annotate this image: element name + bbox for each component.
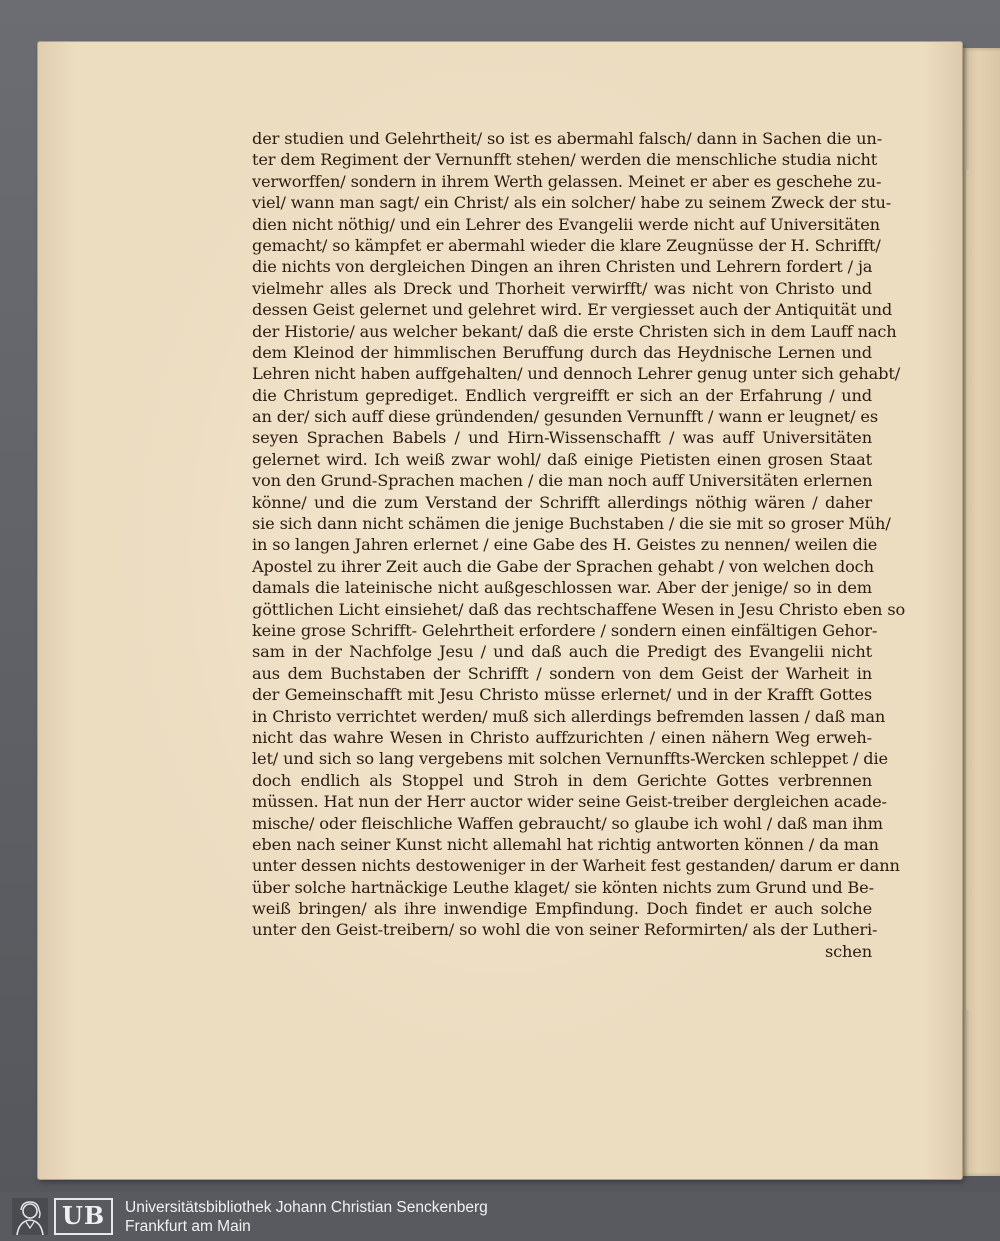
text-line: keine grose Schrifft- Gelehrtheit erfordere / sondern einen einfältigen Gehor- (252, 620, 878, 640)
text-line: damals die lateinische nicht außgeschlossen war. Aber der jenige/ so in dem (252, 578, 872, 598)
library-name[interactable]: Universitätsbibliothek Johann Christian Senckenberg (125, 1199, 488, 1216)
text-line: Apostel zu ihrer Zeit auch die Gabe der Sprachen gehabt / von welchen doch (252, 556, 874, 576)
text-line: die nichts von dergleichen Dingen an ihren Christen und Lehrern fordert / ja (252, 257, 873, 277)
text-line: nicht das wahre Wesen in Christo auffzurichten / einen nähern Weg erweh- (252, 727, 872, 747)
text-line: von den Grund-Sprachen machen / die man noch auff Universitäten erlernen (252, 471, 873, 491)
text-line: gemacht/ so kämpfet er abermahl wieder die klare Zeugnüsse der H. Schrifft/ (252, 235, 881, 255)
footer-caption (125, 1198, 488, 1236)
text-line: die Christum geprediget. Endlich vergreifft er sich an der Erfahrung / und (252, 385, 872, 405)
catchword: schen (824, 941, 872, 961)
ub-logo-text: UB (54, 1198, 113, 1235)
text-line: let/ und sich so lang vergebens mit solchen Vernunffts-Wercken schleppet / die (252, 749, 888, 769)
text-line: dessen Geist gelernet und gelehret wird. Er vergiesset auch der Antiquität und (252, 300, 893, 320)
text-line: vielmehr alles als Dreck und Thorheit verwirfft/ was nicht von Christo und (252, 278, 872, 298)
portrait-icon (12, 1198, 48, 1235)
text-line: viel/ wann man sagt/ ein Christ/ als ein solcher/ habe zu seinem Zweck der stu- (252, 193, 892, 213)
text-line: an der/ sich auff diese gründenden/ gesunden Vernunfft / wann er leugnet/ es (252, 407, 879, 427)
text-line: sie sich dann nicht schämen die jenige Buchstaben / die sie mit so groser Müh/ (252, 514, 891, 534)
page-edge-strip (965, 170, 972, 1010)
text-line: der studien und Gelehrtheit/ so ist es abermahl falsch/ dann in Sachen die un- (252, 129, 883, 148)
text-line: mische/ oder fleischliche Waffen gebraucht/ so glaube ich wohl / daß man ihm (252, 813, 883, 833)
text-line: könne/ und die zum Verstand der Schrifft allerdings nöthig wären / daher (252, 492, 872, 512)
library-city: Frankfurt am Main (125, 1218, 251, 1235)
text-line: der Gemeinschafft mit Jesu Christo müsse erlernet/ und in der Krafft Gottes (252, 685, 872, 705)
body-text (252, 128, 906, 962)
library-logo[interactable] (12, 1198, 116, 1235)
text-line: dem Kleinod der himmlischen Beruffung durch das Heydnische Lernen und (252, 342, 872, 362)
text-line: unter dessen nichts destoweniger in der Warheit fest gestanden/ darum er dann (252, 856, 900, 876)
text-line: weiß bringen/ als ihre inwendige Empfindung. Doch findet er auch solche (252, 899, 872, 919)
text-line: unter den Geist-treibern/ so wohl die von seiner Reformirten/ als der Lutheri- (252, 920, 878, 940)
text-line: aus dem Buchstaben der Schrifft / sondern von dem Geist der Warheit in (252, 663, 872, 683)
text-line: in Christo verrichtet werden/ muß sich allerdings befremden lassen / daß man (252, 706, 886, 726)
text-line: in so langen Jahren erlernet / eine Gabe des H. Geistes zu nennen/ weilen die (252, 535, 878, 555)
text-line: ter dem Regiment der Vernunfft stehen/ werden die menschliche studia nicht (252, 150, 878, 170)
text-line: seyen Sprachen Babels / und Hirn-Wissenschafft / was auff Universitäten (252, 428, 872, 448)
text-line: eben nach seiner Kunst nicht allemahl hat richtig antworten können / da man (252, 834, 879, 854)
text-line: verworffen/ sondern in ihrem Werth gelassen. Meinet er aber es geschehe zu- (252, 171, 882, 191)
text-line: müssen. Hat nun der Herr auctor wider seine Geist-treiber dergleichen acade- (252, 792, 887, 812)
footer-bar (0, 1192, 1000, 1241)
text-line: Lehren nicht haben auffgehalten/ und dennoch Lehrer genug unter sich gehabt/ (252, 364, 901, 384)
text-line: über solche hartnäckige Leuthe klaget/ sie könten nichts zum Grund und Be- (252, 877, 874, 897)
text-line: der Historie/ aus welcher bekant/ daß die erste Christen sich in dem Lauff nach (252, 321, 897, 341)
text-line: doch endlich als Stoppel und Stroh in dem Gerichte Gottes verbrennen (252, 770, 872, 790)
text-line: gelernet wird. Ich weiß zwar wohl/ daß einige Pietisten einen grosen Staat (252, 449, 872, 469)
text-line: göttlichen Licht einsiehet/ daß das rechtschaffene Wesen in Jesu Christo eben so (252, 599, 906, 619)
text-line: dien nicht nöthig/ und ein Lehrer des Evangelii werde nicht auf Universitäten (252, 214, 880, 234)
text-line: sam in der Nachfolge Jesu / und daß auch die Predigt des Evangelii nicht (252, 642, 872, 662)
